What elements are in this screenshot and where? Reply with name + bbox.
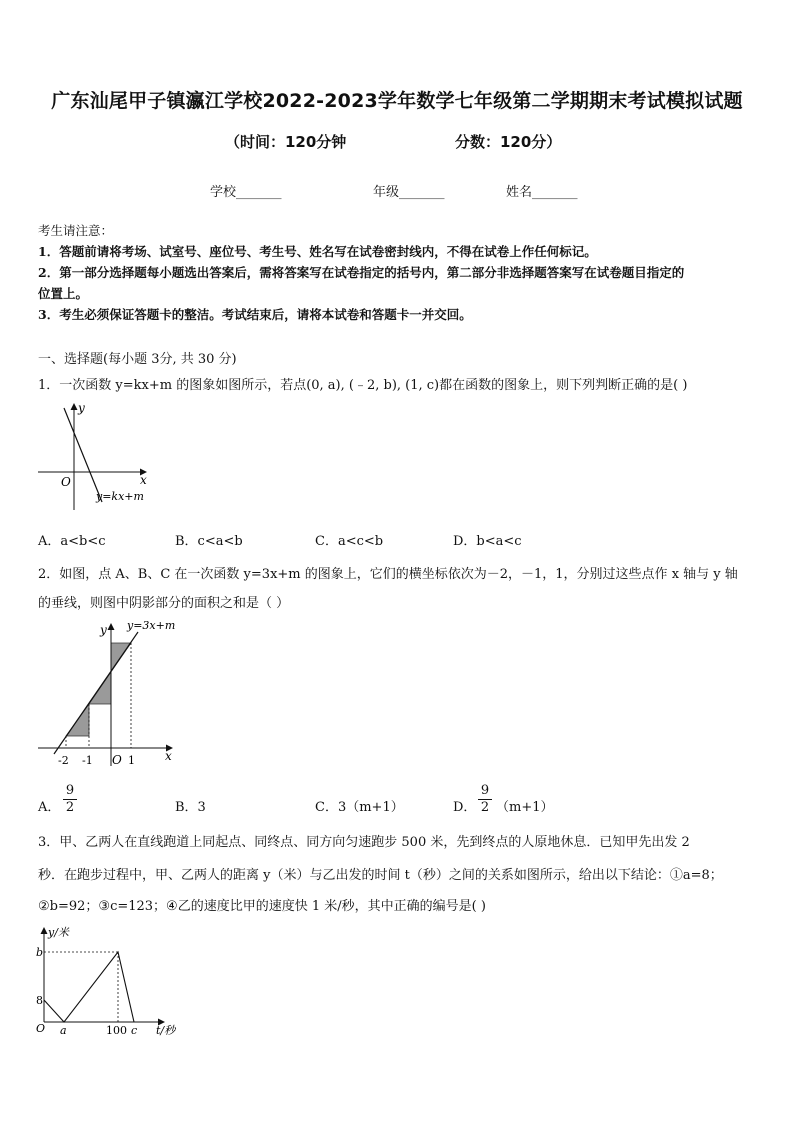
q1-figure <box>34 400 164 512</box>
exam-score: 分数：120分） <box>455 133 562 151</box>
q3-t-label: t/秒 <box>156 1024 176 1037</box>
q2-option-a-fraction <box>63 783 77 816</box>
q2-option-d-tail: （m+1） <box>496 800 554 815</box>
q1-option-b[interactable]: B．c<a<b <box>175 534 243 549</box>
q3-c-label: c <box>131 1024 138 1037</box>
grade-field: 年级_______ <box>373 185 445 200</box>
school-field: 学校_______ <box>210 185 282 200</box>
q1-origin-label: O <box>61 475 71 489</box>
notice-item-3: 3．考生必须保证答题卡的整洁。考试结束后，请将本试卷和答题卡一并交回。 <box>38 307 472 322</box>
notice-item-2b: 位置上。 <box>38 286 89 301</box>
q2-y-label: y <box>100 623 107 637</box>
q2-stem-1: 2．如图，点 A、B、C 在一次函数 y=3x+m 的图象上，它们的横坐标依次为－2，－1，1，分别过这些点作 x 轴与 y 轴 <box>38 567 738 582</box>
q2-figure <box>34 616 184 772</box>
q1-x-label: x <box>140 473 147 487</box>
q2-option-b[interactable]: B．3 <box>175 800 206 815</box>
q3-y-label: y/米 <box>48 926 69 939</box>
q2-tick-neg2: -2 <box>58 754 69 767</box>
q2-option-d-fraction <box>478 783 492 816</box>
q1-option-d[interactable]: D．b<a<c <box>453 534 522 549</box>
q2-x-label: x <box>165 749 172 763</box>
name-field: 姓名_______ <box>506 185 578 200</box>
section-heading: 一、选择题(每小题 3分, 共 30 分) <box>38 352 237 367</box>
q3-line-3: ②b=92；③c=123；④乙的速度比甲的速度快 1 米/秒，其中正确的编号是( ) <box>38 899 486 914</box>
q3-a-label: a <box>60 1024 67 1037</box>
q2-option-a-label: A． <box>38 800 61 815</box>
q3-graph-line <box>44 952 134 1022</box>
q2-line-label: y=3x+m <box>127 619 176 632</box>
q3-line-1: 3．甲、乙两人在直线跑道上同起点、同终点、同方向匀速跑步 500 米，先到终点的人原地休息．已知甲先出发 2 <box>38 835 690 850</box>
q2-option-c[interactable]: C．3（m+1） <box>315 800 404 815</box>
q1-line-label: y=kx+m <box>96 490 144 503</box>
q3-100-label: 100 <box>106 1024 127 1037</box>
notice-item-1: 1．答题前请将考场、试室号、座位号、考生号、姓名写在试卷密封线内，不得在试卷上作任何标记。 <box>38 244 597 259</box>
q2-option-a[interactable] <box>38 796 60 815</box>
q2-option-d-label: D． <box>453 800 477 815</box>
notice-block <box>38 220 763 325</box>
q1-stem: 1．一次函数 y=kx+m 的图象如图所示，若点(0, a), (﹣2, b), (1, c)都在函数的图象上，则下列判断正确的是( ) <box>38 378 688 393</box>
q1-option-c[interactable]: C．a<c<b <box>315 534 384 549</box>
q1-option-a[interactable]: A．a<b<c <box>38 534 106 549</box>
q2-option-d[interactable] <box>453 796 476 815</box>
q2-origin-label: O <box>112 753 122 767</box>
q3-figure <box>34 922 184 1040</box>
exam-title: 广东汕尾甲子镇瀛江学校2022-2023学年数学七年级第二学期期末考试模拟试题 <box>51 90 743 112</box>
q2-option-d-denominator: 2 <box>480 800 490 815</box>
q2-tick-1: 1 <box>128 754 135 767</box>
q2-option-a-denominator: 2 <box>65 800 75 815</box>
notice-heading: 考生请注意： <box>38 223 114 238</box>
q2-tick-neg1: -1 <box>82 754 93 767</box>
q2-graph-line <box>54 632 138 754</box>
q2-stem-2: 的垂线，则图中阴影部分的面积之和是（ ） <box>38 596 290 611</box>
notice-item-2a: 2．第一部分选择题每小题选出答案后，需将答案写在试卷指定的括号内，第二部分非选择题答案写在试卷题目指定的 <box>38 265 685 280</box>
q2-option-a-numerator: 9 <box>63 783 77 800</box>
q3-8-label: 8 <box>36 994 43 1007</box>
q3-origin-label: O <box>36 1022 46 1035</box>
q2-option-d-numerator: 9 <box>478 783 492 800</box>
exam-time: （时间：120分钟 <box>225 133 347 151</box>
q3-b-label: b <box>36 946 44 959</box>
q1-y-label: y <box>78 401 85 415</box>
q3-line-2: 秒．在跑步过程中，甲、乙两人的距离 y（米）与乙出发的时间 t（秒）之间的关系如图所示，给出以下结论：①a=8； <box>38 868 723 883</box>
